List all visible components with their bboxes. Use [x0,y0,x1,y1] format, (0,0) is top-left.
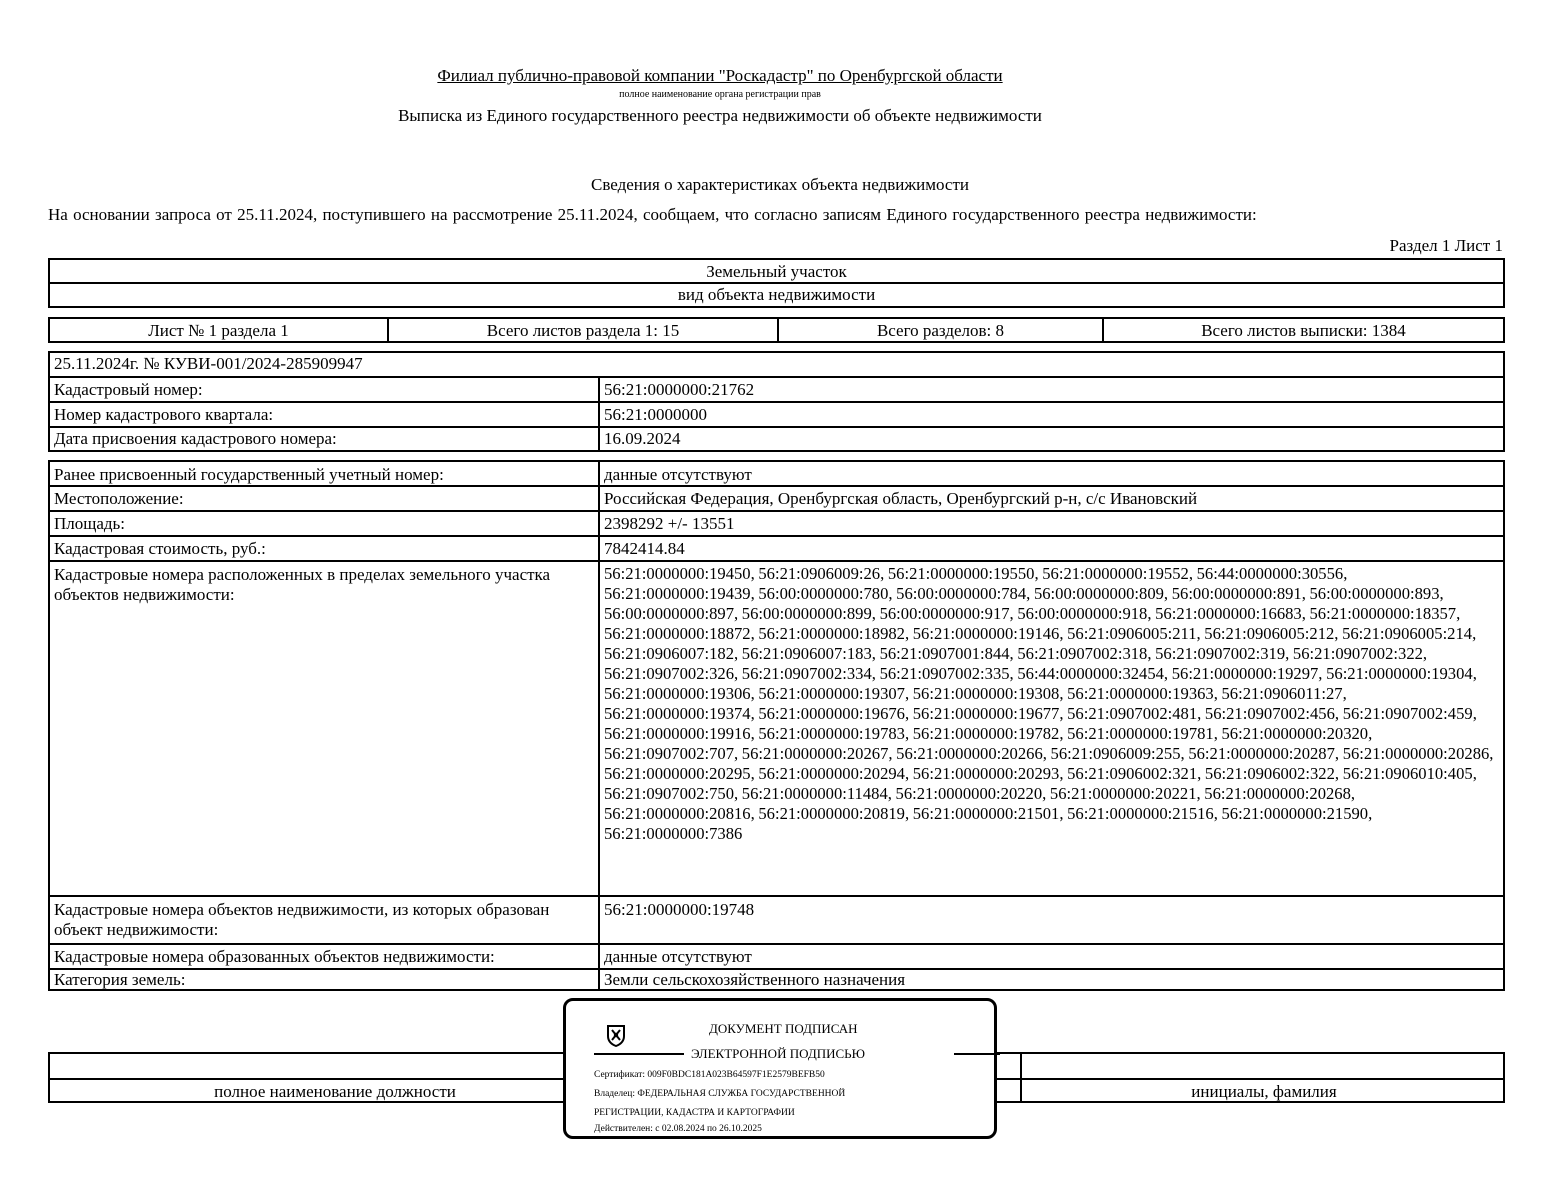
object-type-box [48,258,1505,308]
area: 2398292 +/- 13551 [604,514,735,533]
total-sheets-section: Всего листов раздела 1: 15 [389,319,779,341]
sheet-number: Лист № 1 раздела 1 [50,319,389,341]
organization-name: Филиал публично-правовой компании "Роскадастр" по Оренбургской области [437,66,1003,85]
cadastral-number: 56:21:0000000:21762 [604,380,755,399]
record-date-number-row [50,353,1503,378]
table-row [50,487,1503,512]
record-table-b [48,460,1505,991]
field-label: Площадь: [50,512,600,535]
coat-of-arms-icon [606,1023,626,1047]
sheet-reference: Раздел 1 Лист 1 [1389,236,1503,255]
field-label: Кадастровая стоимость, руб.: [50,537,600,560]
formed-objects: данные отсутствуют [604,947,752,966]
stamp-certificate: Сертификат: 009F0BDC181A023B64597F1E2579BEFB50 [594,1070,825,1080]
field-label: Кадастровые номера объектов недвижимости, из которых образован объект недвижимости: [50,897,600,943]
table-row [50,403,1503,428]
table-row [50,428,1503,450]
field-label: Дата присвоения кадастрового номера: [50,428,600,450]
field-label: Кадастровые номера образованных объектов недвижимости: [50,945,600,968]
cadastral-value: 7842414.84 [604,539,685,558]
stamp-validity: Действителен: с 02.08.2024 по 26.10.2025 [594,1124,762,1134]
previous-number: данные отсутствуют [604,465,752,484]
electronic-signature-stamp [563,998,997,1139]
stamp-subtitle: ЭЛЕКТРОННОЙ ПОДПИСЬЮ [691,1046,865,1061]
field-label: Кадастровые номера расположенных в пределах земельного участка объектов недвижимости: [50,562,600,895]
cadastral-quarter: 56:21:0000000 [604,405,707,424]
stamp-owner-line2: РЕГИСТРАЦИИ, КАДАСТРА И КАРТОГРАФИИ [594,1108,795,1118]
object-type-caption: вид объекта недвижимости [677,285,876,304]
stamp-title: ДОКУМЕНТ ПОДПИСАН [709,1021,858,1036]
object-type-value: Земельный участок [50,260,1503,284]
signature-column-divider [1020,1054,1022,1101]
table-row [50,378,1503,403]
stamp-rule-left [594,1053,684,1055]
field-label: Местоположение: [50,487,600,510]
table-row [50,462,1503,487]
table-row [50,897,1503,945]
record-date-number: 25.11.2024г. № КУВИ-001/2024-285909947 [54,354,363,373]
name-caption: инициалы, фамилия [1191,1082,1337,1101]
position-caption: полное наименование должности [214,1082,456,1101]
record-table-a [48,351,1505,452]
section-title: Сведения о характеристиках объекта недвижимости [591,175,969,194]
document-title: Выписка из Единого государственного реестра недвижимости об объекте недвижимости [398,106,1042,125]
table-row [50,512,1503,537]
field-label: Кадастровый номер: [50,378,600,401]
contained-objects-list: 56:21:0000000:19450, 56:21:0906009:26, 56:21:0000000:19550, 56:21:0000000:19552, 56:44:0000000:30556, 56:21:0000000:19439, 56:00:0000000:780, 56:00:0000000:784, 56:00:0000000:809, 56:00:0000000:891, 56:00:0000000:893, 56:00:0000000:897, 56:00:0000000:899, 56:00:0000000:917, 56:00:0000000:918, 56:21:0000000:16683, 56:21:0000000:18357, 56:21:0000000:18872, 56:21:0000000:18982, 56:21:0000000:19146, 56:21:0906005:211, 56:21:0906005:212, 56:21:0906005:214, 56:21:0906007:182, 56:21:0906007:183, 56:21:0907001:844, 56:21:0907002:318, 56:21:0907002:319, 56:21:0907002:322, 56:21:0907002:326, 56:21:0907002:334, 56:21:0907002:335, 56:44:0000000:32454, 56:21:0000000:19297, 56:21:0000000:19304, 56:21:0000000:19306, 56:21:0000000:19307, 56:21:0000000:19308, 56:21:0000000:19363, 56:21:0906011:27, 56:21:0000000:19374, 56:21:0000000:19676, 56:21:0000000:19677, 56:21:0907002:481, 56:21:0907002:456, 56:21:0907002:459, 56:21:0000000:19916, 56:21:0000000:19783, 56:21:0000000:19782, 56:21:0000000:19781, 56:21:0000000:20320, 56:21:0907002:707, 56:21:0000000:20267, 56:21:0000000:20266, 56:21:0906009:255, 56:21:0000000:20287, 56:21:0000000:20286, 56:21:0000000:20295, 56:21:0000000:20294, 56:21:0000000:20293, 56:21:0906002:321, 56:21:0906002:322, 56:21:0906010:405, 56:21:0907002:750, 56:21:0000000:11484, 56:21:0000000:20220, 56:21:0000000:20221, 56:21:0000000:20268, 56:21:0000000:20816, 56:21:0000000:20819, 56:21:0000000:21501, 56:21:0000000:21516, 56:21:0000000:21590, 56:21:0000000:7386 [604,564,1494,843]
request-text: На основании запроса от 25.11.2024, поступившего на рассмотрение 25.11.2024, сообщаем, что согласно записям Единого государственного реестра недвижимости: [48,205,1257,224]
location: Российская Федерация, Оренбургская область, Оренбургский р-н, с/с Ивановский [604,489,1198,508]
field-label: Номер кадастрового квартала: [50,403,600,426]
total-sections: Всего разделов: 8 [779,319,1104,341]
stamp-rule-right [954,1053,1000,1055]
sheet-counts-row [48,317,1505,343]
table-row [50,970,1503,989]
assignment-date: 16.09.2024 [604,429,681,448]
source-objects: 56:21:0000000:19748 [604,900,755,919]
table-row [50,537,1503,562]
table-row [50,945,1503,970]
organization-caption: полное наименование органа регистрации прав [619,89,821,100]
table-row [50,562,1503,897]
field-label: Категория земель: [50,970,600,989]
field-label: Ранее присвоенный государственный учетный номер: [50,462,600,485]
stamp-owner-line1: Владелец: ФЕДЕРАЛЬНАЯ СЛУЖБА ГОСУДАРСТВЕННОЙ [594,1089,846,1099]
total-sheets-extract: Всего листов выписки: 1384 [1201,321,1406,340]
land-category: Земли сельскохозяйственного назначения [604,970,906,989]
